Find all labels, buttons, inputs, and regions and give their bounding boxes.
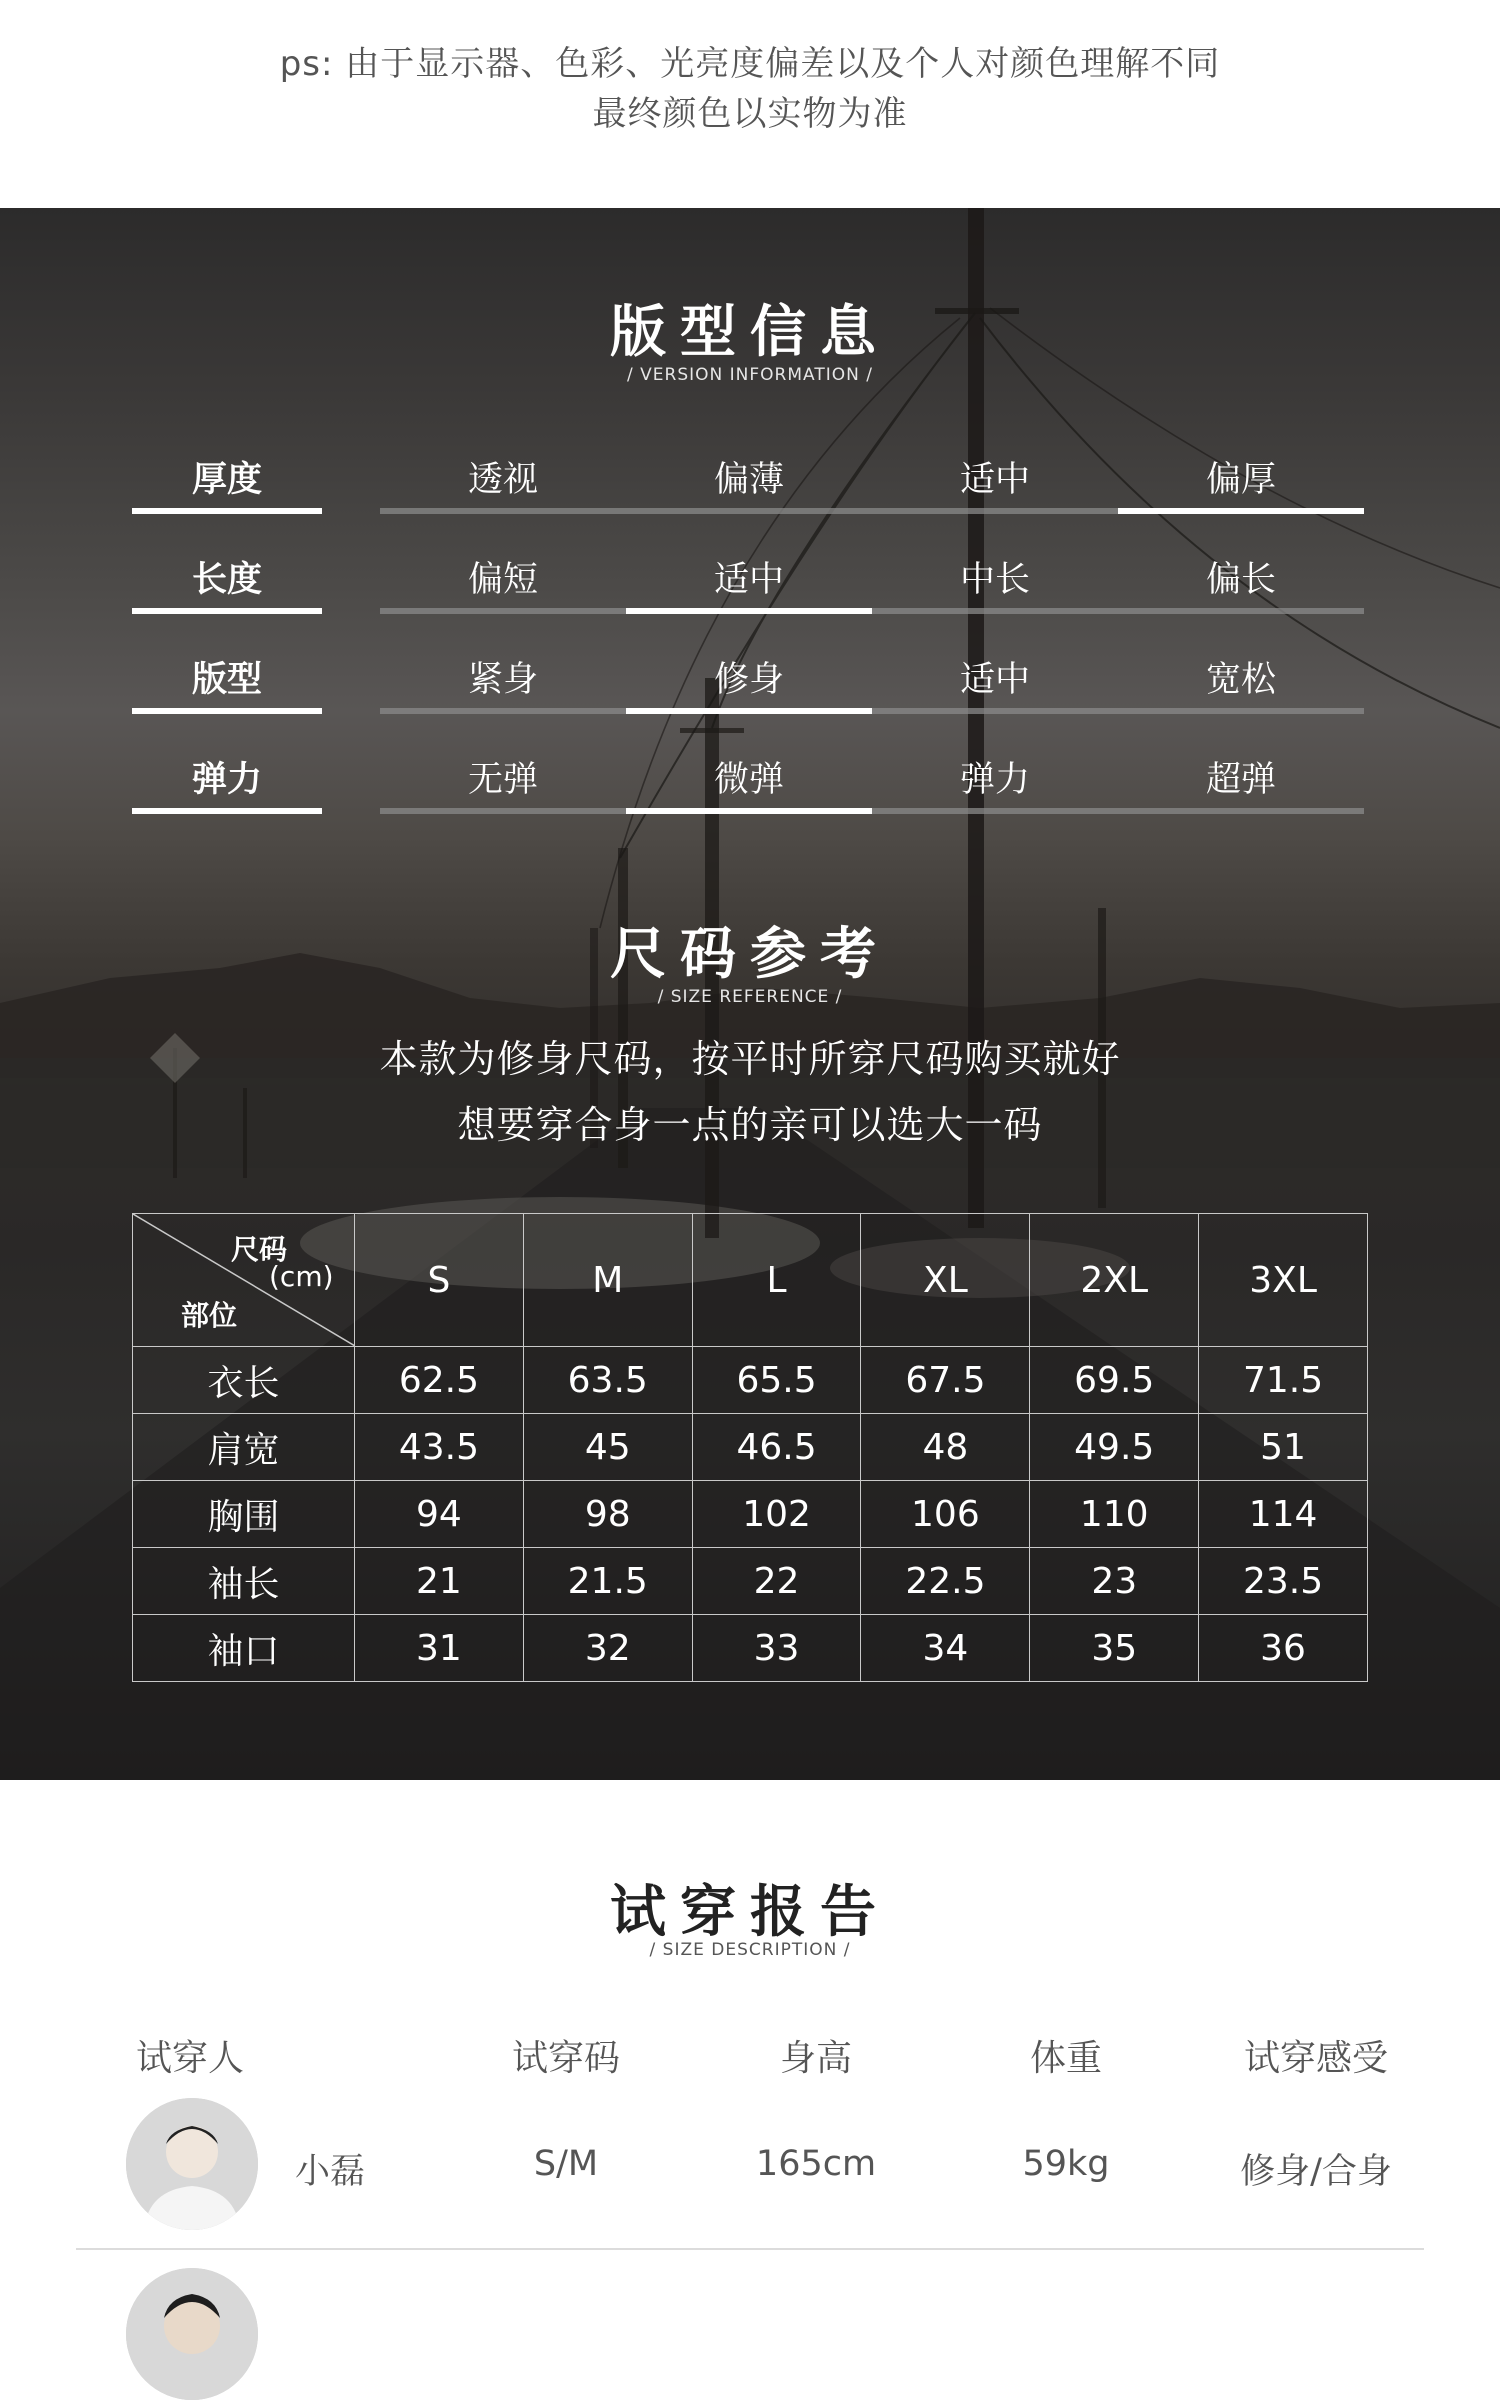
size-value-cell: 65.5 xyxy=(692,1347,861,1414)
size-value-cell: 98 xyxy=(523,1481,692,1548)
report-subtitle: / SIZE DESCRIPTION / xyxy=(649,1940,851,1960)
tester-avatar xyxy=(126,2268,258,2400)
size-row-part: 胸围 xyxy=(133,1481,355,1548)
size-value-cell: 110 xyxy=(1030,1481,1199,1548)
notice-line-2: 最终颜色以实物为准 xyxy=(592,94,908,134)
fit-option: 微弹 xyxy=(713,760,784,800)
size-value-cell: 114 xyxy=(1199,1481,1368,1548)
tester-size: S/M xyxy=(533,2144,599,2184)
size-value-cell: 94 xyxy=(355,1481,524,1548)
fit-row-label: 版型 xyxy=(191,660,262,700)
fit-selected-bar xyxy=(626,808,872,814)
fit-option: 弹力 xyxy=(959,760,1030,800)
size-value-cell: 102 xyxy=(692,1481,861,1548)
size-value-cell: 21 xyxy=(355,1548,524,1615)
size-value-cell: 71.5 xyxy=(1199,1347,1368,1414)
report-header-height: 身高 xyxy=(779,2038,852,2079)
size-title: 尺码参考 xyxy=(610,922,890,987)
size-value-cell: 51 xyxy=(1199,1414,1368,1481)
fit-row-label: 长度 xyxy=(191,560,262,600)
size-value-cell: 22.5 xyxy=(861,1548,1030,1615)
size-value-cell: 69.5 xyxy=(1030,1347,1199,1414)
fit-option-bar xyxy=(380,808,626,814)
size-subtitle: / SIZE REFERENCE / xyxy=(657,987,843,1007)
size-value-cell: 62.5 xyxy=(355,1347,524,1414)
fit-option: 修身 xyxy=(713,660,784,700)
fit-option-bar xyxy=(872,608,1118,614)
size-table-row xyxy=(133,1548,1368,1615)
report-header-weight: 体重 xyxy=(1029,2038,1102,2079)
fit-selected-bar xyxy=(626,608,872,614)
report-title: 试穿报告 xyxy=(610,1880,890,1945)
size-row-part: 衣长 xyxy=(133,1347,355,1414)
fit-option: 偏长 xyxy=(1205,560,1276,600)
fit-selected-bar xyxy=(1118,508,1364,514)
report-header-feel: 试穿感受 xyxy=(1243,2038,1388,2079)
size-value-cell: 34 xyxy=(861,1615,1030,1682)
fit-option-bar xyxy=(380,708,626,714)
size-table-row xyxy=(133,1615,1368,1682)
table-corner xyxy=(133,1214,355,1347)
fit-option: 适中 xyxy=(713,560,784,600)
fit-option: 偏厚 xyxy=(1205,460,1276,500)
fit-option-bar xyxy=(380,508,626,514)
size-header-row xyxy=(133,1214,1368,1347)
fit-option-bar xyxy=(872,808,1118,814)
size-note-1: 本款为修身尺码，按平时所穿尺码购买就好 xyxy=(379,1037,1121,1081)
report-header-size: 试穿码 xyxy=(511,2038,620,2079)
color-notice xyxy=(0,0,1500,208)
size-value-cell: 23.5 xyxy=(1199,1548,1368,1615)
fit-option: 适中 xyxy=(959,460,1030,500)
fit-option: 偏薄 xyxy=(713,460,784,500)
corner-part-label: 部位 xyxy=(181,1299,238,1332)
fit-label-underline xyxy=(132,808,322,814)
size-table-row xyxy=(133,1347,1368,1414)
fit-option: 透视 xyxy=(467,460,538,500)
size-value-cell: 33 xyxy=(692,1615,861,1682)
corner-size-label: 尺码 xyxy=(231,1233,288,1266)
size-note-2: 想要穿合身一点的亲可以选大一码 xyxy=(457,1103,1043,1147)
size-value-cell: 63.5 xyxy=(523,1347,692,1414)
fit-option: 无弹 xyxy=(467,760,538,800)
size-value-cell: 35 xyxy=(1030,1615,1199,1682)
fit-option-bar xyxy=(872,708,1118,714)
size-col-header: XL xyxy=(861,1214,1030,1347)
fit-option-bar xyxy=(1118,808,1364,814)
size-value-cell: 67.5 xyxy=(861,1347,1030,1414)
fit-row-label: 弹力 xyxy=(191,760,262,800)
fit-option: 超弹 xyxy=(1205,760,1276,800)
size-row-part: 肩宽 xyxy=(133,1414,355,1481)
size-col-header: M xyxy=(523,1214,692,1347)
size-value-cell: 49.5 xyxy=(1030,1414,1199,1481)
version-title: 版型信息 xyxy=(610,300,890,365)
size-value-cell: 21.5 xyxy=(523,1548,692,1615)
fit-option-bar xyxy=(626,508,872,514)
notice-line-1: ps: 由于显示器、色彩、光亮度偏差以及个人对颜色理解不同 xyxy=(279,44,1221,84)
fit-option-bar xyxy=(872,508,1118,514)
tester-feel: 修身/合身 xyxy=(1240,2152,1392,2192)
size-col-header: 3XL xyxy=(1199,1214,1368,1347)
size-col-header: 2XL xyxy=(1030,1214,1199,1347)
fit-option-bar xyxy=(1118,608,1364,614)
version-subtitle: / VERSION INFORMATION / xyxy=(627,365,873,385)
fit-option: 紧身 xyxy=(467,660,538,700)
size-value-cell: 22 xyxy=(692,1548,861,1615)
fit-label-underline xyxy=(132,608,322,614)
size-value-cell: 46.5 xyxy=(692,1414,861,1481)
size-value-cell: 36 xyxy=(1199,1615,1368,1682)
size-value-cell: 45 xyxy=(523,1414,692,1481)
corner-unit-label: (cm) xyxy=(269,1260,334,1293)
person-icon xyxy=(126,2268,258,2400)
tester-height: 165cm xyxy=(755,2144,877,2184)
size-value-cell: 23 xyxy=(1030,1548,1199,1615)
size-value-cell: 106 xyxy=(861,1481,1030,1548)
tester-weight: 59kg xyxy=(1022,2144,1110,2184)
size-value-cell: 43.5 xyxy=(355,1414,524,1481)
fit-option: 宽松 xyxy=(1205,660,1276,700)
size-value-cell: 32 xyxy=(523,1615,692,1682)
size-table-row xyxy=(133,1414,1368,1481)
size-row-part: 袖长 xyxy=(133,1548,355,1615)
fit-option: 偏短 xyxy=(467,560,538,600)
fit-option-bar xyxy=(1118,708,1364,714)
fit-option: 适中 xyxy=(959,660,1030,700)
fit-label-underline xyxy=(132,708,322,714)
size-table-row xyxy=(133,1481,1368,1548)
size-col-header: L xyxy=(692,1214,861,1347)
fit-option: 中长 xyxy=(959,560,1030,600)
tester-name: 小磊 xyxy=(294,2152,365,2192)
size-table xyxy=(132,1213,1368,1682)
row-divider xyxy=(76,2248,1424,2250)
size-row-part: 袖口 xyxy=(133,1615,355,1682)
fit-label-underline xyxy=(132,508,322,514)
size-value-cell: 31 xyxy=(355,1615,524,1682)
tester-avatar xyxy=(126,2098,258,2230)
fit-row-label: 厚度 xyxy=(191,460,262,500)
fit-selected-bar xyxy=(626,708,872,714)
size-value-cell: 48 xyxy=(861,1414,1030,1481)
fit-option-bar xyxy=(380,608,626,614)
report-header-person: 试穿人 xyxy=(135,2038,244,2079)
person-icon xyxy=(126,2098,258,2230)
size-col-header: S xyxy=(355,1214,524,1347)
